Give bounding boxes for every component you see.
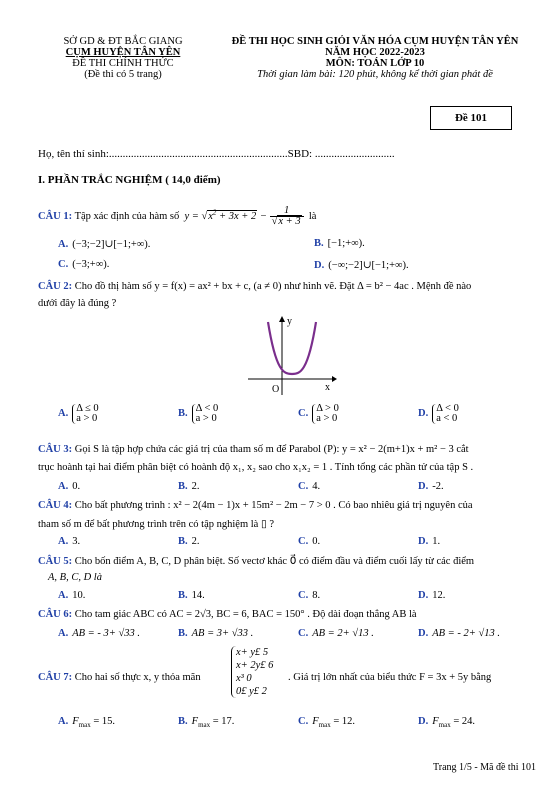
q4-option-a[interactable]: A. 3. [58,536,81,547]
q7-option-c[interactable]: C. $F_{max} = 12$. [298,716,355,730]
q7-option-a[interactable]: A. $F_{max} = 15$. [58,716,115,730]
header-official: ĐỀ THI CHÍNH THỨC [72,58,174,69]
q1-tail: là [308,210,317,222]
q1-stem [38,206,316,227]
header-right [210,36,540,80]
q6-option-d[interactable]: D. AB = - 2+ √13 . [418,628,500,639]
q6-option-c[interactable]: C. AB = 2+ √13 . [298,628,374,639]
q5-option-d[interactable]: D. 12. [418,590,446,601]
q2-option-c[interactable]: C. Δ > 0 a > 0 [298,403,339,424]
q5-option-a[interactable]: A. 10. [58,590,86,601]
q3-stem-2: trục hoành tại hai điểm phân biệt có hoành độ x₁, x₂ sao cho x₁x₂ = 1 . Tính tổng các phần tử của tập S . [38,462,474,473]
q1-option-a[interactable]: A. (−3;−2]∪[−1;+∞). [58,239,151,250]
q6-option-a[interactable]: A. AB = - 3+ √33 . [58,628,140,639]
parabola-curve [268,322,316,374]
q4-stem: CÂU 4: Cho bất phương trình : x² − 2(4m − 1)x + 15m² − 2m − 7 > 0 . Có bao nhiêu giá trị nguyên của [38,500,473,511]
y-axis-arrow-icon [279,316,285,322]
q6-option-b[interactable]: B. AB = 3+ √33 . [178,628,254,639]
q1-label: CÂU 1: [38,210,73,222]
q2-parabola-graph [240,312,340,397]
q4-stem-2: tham số m để bất phương trình trên có tập nghiệm là ▯ ? [38,519,275,530]
q1-text: Tập xác định của hàm số [74,210,180,222]
q4-option-d[interactable]: D. 1. [418,536,441,547]
q7-stem-post: . Giá trị lớn nhất của biểu thức F = 3x + 5y bằng [288,672,492,683]
q2-stem-2: dưới đây là đúng ? [38,298,117,309]
q7-system: x+ y£ 5 x+ 2y£ 6 x³ 0 0£ y£ 2 [231,646,273,698]
q1-option-c[interactable]: C. (−3;+∞). [58,259,110,270]
q6-stem: CÂU 6: Cho tam giác ABC có AC = 2√3, BC = 6, BAC = 150° . Độ dài đoạn thẳng AB là [38,609,417,620]
exam-code-box: Đề 101 [430,106,512,130]
header-dept: SỞ GD & ĐT BẮC GIANG [63,36,183,47]
exam-time: Thời gian làm bài: 120 phút, không kể thời gian phát đề [257,69,493,80]
y-label: y [287,316,292,327]
q3-option-a[interactable]: A. 0. [58,481,81,492]
q2-option-d[interactable]: D. Δ < 0 a < 0 [418,403,459,424]
q1-option-b[interactable]: B. [−1;+∞). [314,238,365,249]
q3-option-b[interactable]: B. 2. [178,481,200,492]
q4-option-b[interactable]: B. 2. [178,536,200,547]
q2-option-b[interactable]: B. Δ < 0 a > 0 [178,403,219,424]
q7-option-d[interactable]: D. $F_{max} = 24$. [418,716,475,730]
exam-year: NĂM HỌC 2022-2023 [325,47,425,58]
q1-formula: $y = √x^2 + 3x + 2$ − $\frac{1}{√x + 3}$ [182,211,306,222]
header-cluster: CỤM HUYỆN TÂN YÊN [65,47,181,58]
origin-label: O [272,384,280,395]
exam-subject: MÔN: TOÁN LỚP 10 [325,58,425,69]
q5-stem: CÂU 5: Cho bốn điểm A, B, C, D phân biệt. Số vectơ khác 0⃗ có điểm đầu và điểm cuối lấy từ các điểm [38,556,475,567]
q1-option-d[interactable]: D. (−∞;−2]∪[−1;+∞). [314,260,409,271]
q7-stem: CÂU 7: Cho hai số thực x, y thỏa mãn [38,672,201,683]
q3-option-c[interactable]: C. 4. [298,481,321,492]
x-label: x [325,382,330,393]
header-left [38,36,208,80]
student-line: Họ, tên thí sinh:.................................................................SBD: ............................. [38,148,395,160]
q2-option-a[interactable]: A. Δ ≤ 0 a > 0 [58,403,99,424]
q3-option-d[interactable]: D. -2. [418,481,444,492]
q2-stem: CÂU 2: Cho đồ thị hàm số y = f(x) = ax² + bx + c, (a ≠ 0) như hình vẽ. Đặt Δ = b² − 4ac . Mệnh đề nào [38,281,472,292]
exam-title: ĐỀ THI HỌC SINH GIỎI VĂN HÓA CỤM HUYỆN TÂN YÊN [231,36,519,47]
header-pages: (Đề thi có 5 trang) [84,69,162,80]
q7-option-b[interactable]: B. $F_{max} = 17$. [178,716,235,730]
page-footer: Trang 1/5 - Mã đề thi 101 [433,762,536,773]
q5-option-b[interactable]: B. 14. [178,590,205,601]
q4-option-c[interactable]: C. 0. [298,536,321,547]
x-axis-arrow-icon [332,376,337,382]
q3-stem: CÂU 3: Gọi S là tập hợp chứa các giá trị của tham số m để Parabol (P): y = x² − 2(m+1)x + m² − 3 cắt [38,444,469,455]
section-title: I. PHẦN TRẮC NGHIỆM ( 14,0 điểm) [38,174,221,186]
q5-option-c[interactable]: C. 8. [298,590,321,601]
q5-stem-2: A, B, C, D là [48,572,102,583]
